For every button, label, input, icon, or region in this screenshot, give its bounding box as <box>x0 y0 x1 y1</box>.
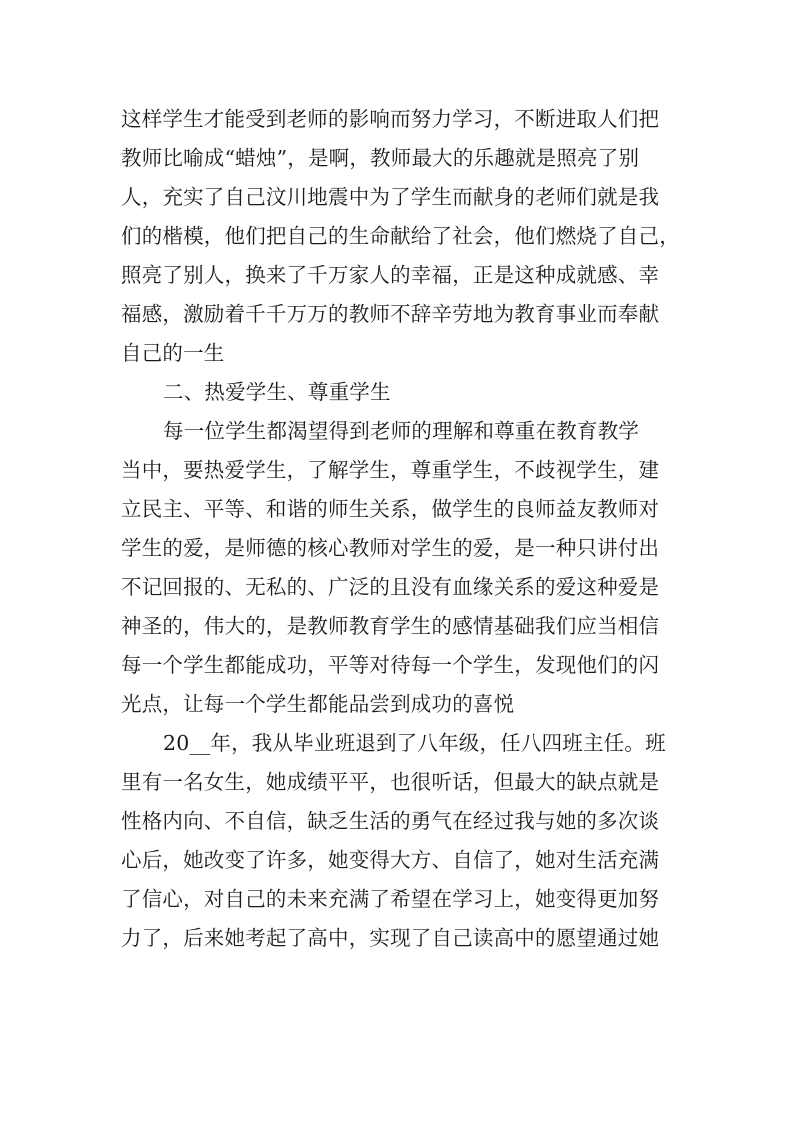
text-line: 每一个学生都能成功，平等对待每一个学生，发现他们的闪 <box>121 653 660 677</box>
text-line: 性格内向、不自信，缺乏生活的勇气在经过我与她的多次谈 <box>121 809 660 833</box>
text-line: 心后，她改变了许多，她变得大方、自信了，她对生活充满 <box>121 848 660 872</box>
text-line: 了信心，对自己的未来充满了希望在学习上，她变得更加努 <box>121 887 660 911</box>
text-line: 立民主、平等、和谐的师生关系，做学生的良师益友教师对 <box>121 497 660 521</box>
text-line: 自己的一生 <box>121 341 225 365</box>
text-line: 力了，后来她考起了高中，实现了自己读高中的愿望通过她 <box>121 926 660 950</box>
text-line: 不记回报的、无私的、广泛的且没有血缘关系的爱这种爱是 <box>121 575 660 599</box>
text-line: 每一位学生都渴望得到老师的理解和尊重在教育教学 <box>163 419 640 443</box>
text-line: 20__年，我从毕业班退到了八年级，任八四班主任。班 <box>163 731 666 755</box>
text-line: 光点，让每一个学生都能品尝到成功的喜悦 <box>121 692 515 716</box>
text-line: 福感，激励着千千万万的教师不辞辛劳地为教育事业而奉献 <box>121 302 660 326</box>
text-line: 里有一名女生，她成绩平平，也很听话，但最大的缺点就是 <box>121 770 660 794</box>
text-line: 照亮了别人，换来了千万家人的幸福，正是这种成就感、幸 <box>121 263 660 287</box>
text-line: 们的楷模，他们把自己的生命献给了社会，他们燃烧了自己， <box>121 224 680 248</box>
text-line: 学生的爱，是师德的核心教师对学生的爱，是一种只讲付出 <box>121 536 660 560</box>
text-line: 人，充实了自己汶川地震中为了学生而献身的老师们就是我 <box>121 185 660 209</box>
text-line: 教师比喻成“蜡烛”，是啊，教师最大的乐趣就是照亮了别 <box>121 146 640 170</box>
text-line: 神圣的，伟大的，是教师教育学生的感情基础我们应当相信 <box>121 614 660 638</box>
text-line: 这样学生才能受到老师的影响而努力学习，不断进取人们把 <box>121 107 660 131</box>
text-line: 当中，要热爱学生，了解学生，尊重学生，不歧视学生，建 <box>121 458 660 482</box>
section-heading: 二、热爱学生、尊重学生 <box>163 380 391 404</box>
